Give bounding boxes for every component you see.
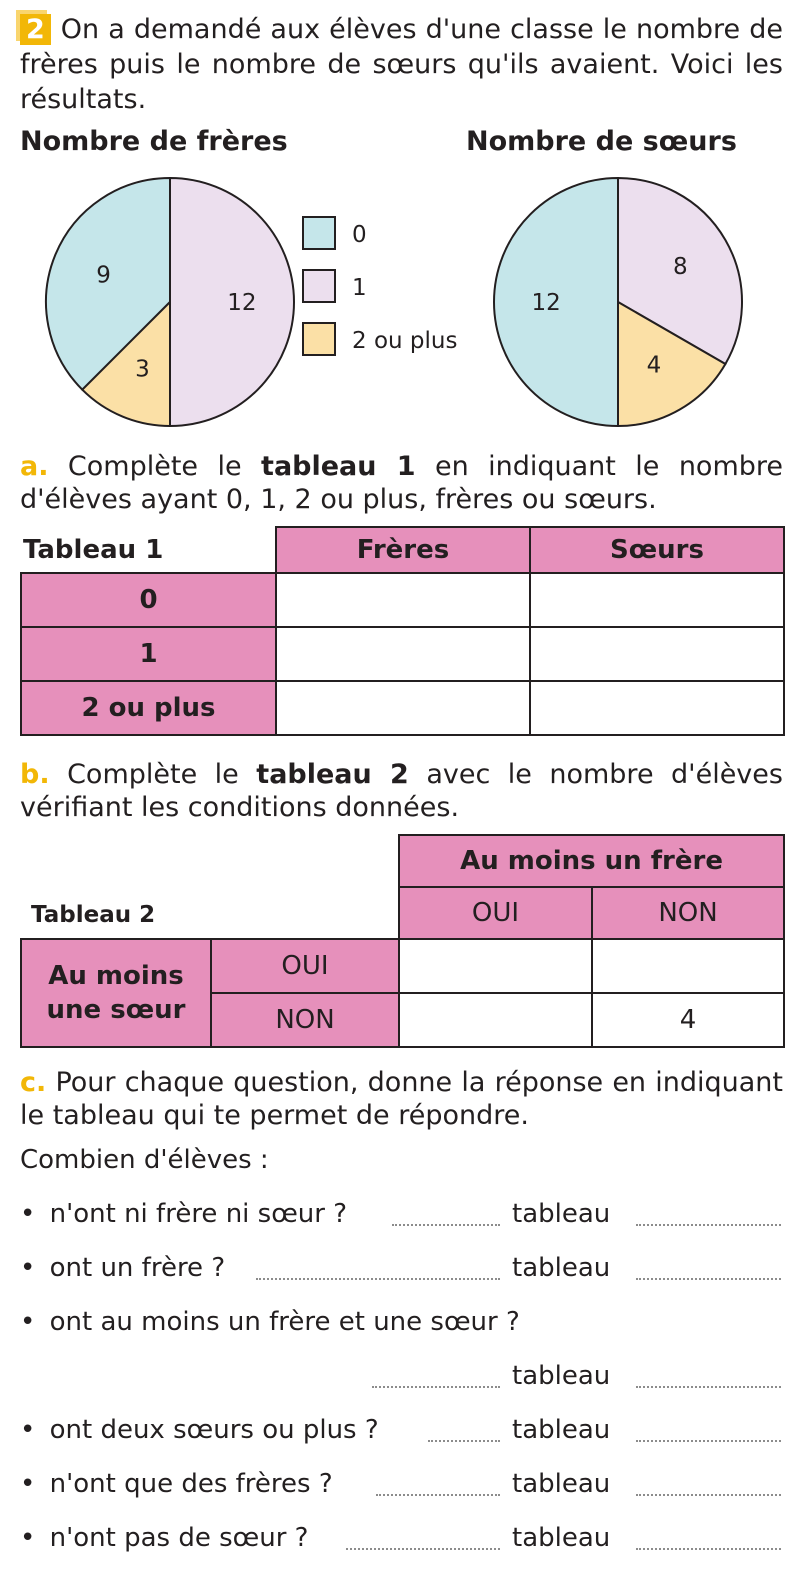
table-2-col-non: NON [592, 887, 784, 939]
table-1-cell-0-soeurs[interactable] [530, 573, 784, 627]
question-c [20, 1066, 783, 1132]
tableau-dots[interactable] [636, 1538, 781, 1550]
legend-label-2: 2 ou plus [352, 328, 458, 354]
question-b-letter: b. [20, 759, 50, 790]
legend-item-0 [300, 214, 480, 254]
chart-title-soeurs: Nombre de sœurs [466, 126, 737, 157]
question-c-item-text: ont deux sœurs ou plus ? [49, 1415, 379, 1445]
table-2-top-header: Au moins un frère [399, 835, 784, 887]
answer-dots[interactable] [428, 1430, 500, 1442]
tableau-dots[interactable] [636, 1430, 781, 1442]
question-b [20, 758, 783, 824]
table-1-row-2: 2 ou plus [21, 681, 276, 735]
table-1-row-0: 0 [21, 573, 276, 627]
legend-swatch-2 [302, 322, 336, 356]
pie-slices-soeurs [494, 178, 742, 426]
table-1-col-soeurs: Sœurs [530, 527, 784, 573]
tableau-dots[interactable] [636, 1484, 781, 1496]
table-1-col-freres: Frères [276, 527, 530, 573]
table-1-cell-1-soeurs[interactable] [530, 627, 784, 681]
table-1-cell-2-freres[interactable] [276, 681, 530, 735]
question-c-item-text: n'ont ni frère ni sœur ? [49, 1199, 348, 1229]
answer-dots[interactable] [376, 1484, 500, 1496]
table-2-label: Tableau 2 [31, 902, 156, 928]
legend-swatch-0 [302, 216, 336, 250]
legend-item-2 [300, 320, 480, 360]
table-1-cell-0-freres[interactable] [276, 573, 530, 627]
table-1-label: Tableau 1 [23, 534, 164, 565]
tableau-word: tableau [512, 1361, 611, 1391]
pie-slices-freres [46, 178, 294, 426]
question-b-bold: tableau 2 [256, 759, 409, 790]
pie-value-label: 12 [227, 290, 257, 316]
pie-value-label: 8 [672, 254, 688, 281]
question-c-item-3 [20, 1302, 783, 1342]
tableau-dots[interactable] [636, 1268, 781, 1280]
tableau-dots[interactable] [636, 1376, 781, 1388]
question-c-lead: Combien d'élèves : [20, 1145, 269, 1175]
table-1-cell-2-soeurs[interactable] [530, 681, 784, 735]
question-c-item-text: n'ont que des frères ? [49, 1469, 333, 1499]
answer-dots[interactable] [372, 1376, 500, 1388]
table-1-row-1: 1 [21, 627, 276, 681]
table-2-cell-non-oui[interactable] [399, 993, 592, 1047]
legend-label-0: 0 [352, 222, 367, 248]
table-2-row-oui: OUI [211, 939, 399, 993]
table-2-cell-oui-oui[interactable] [399, 939, 592, 993]
bullet: • [20, 1523, 36, 1553]
chart-title-freres: Nombre de frères [20, 126, 288, 157]
table-2-cell-oui-non[interactable] [592, 939, 784, 993]
answer-dots[interactable] [256, 1268, 500, 1280]
tableau-word: tableau [512, 1253, 611, 1283]
question-c-item-text: ont un frère ? [49, 1253, 226, 1283]
pie-chart-freres [40, 172, 300, 432]
exercise-number-badge: 2 [20, 14, 51, 45]
tableau-word: tableau [512, 1523, 611, 1553]
table-1-cell-1-freres[interactable] [276, 627, 530, 681]
pie-value-label: 4 [646, 352, 662, 379]
bullet: • [20, 1253, 36, 1283]
question-a [20, 450, 783, 516]
table-2-col-oui: OUI [399, 887, 592, 939]
legend-item-1 [300, 267, 480, 307]
pie-value-label: 9 [96, 262, 111, 289]
pie-chart-soeurs [488, 172, 748, 432]
question-a-letter: a. [20, 451, 49, 482]
tableau-word: tableau [512, 1415, 611, 1445]
legend-label-1: 1 [352, 275, 367, 301]
question-a-text-1: Complète le [67, 451, 242, 482]
question-a-text-2: en indiquant le nombre d'élèves ayant 0, 1, 2 ou plus, frères ou sœurs. [20, 451, 784, 515]
pie-value-label: 12 [531, 290, 561, 316]
question-c-item-text: ont au moins un frère et une sœur ? [49, 1307, 520, 1337]
answer-dots[interactable] [346, 1538, 500, 1550]
bullet: • [20, 1469, 36, 1499]
question-c-item-text: n'ont pas de sœur ? [49, 1523, 309, 1553]
legend-swatch-1 [302, 269, 336, 303]
question-c-text: Pour chaque question, donne la réponse en indiquant le tableau qui te permet de répondre. [20, 1067, 783, 1131]
table-1 [20, 526, 785, 736]
table-2-cell-non-non: 4 [592, 993, 784, 1047]
exercise-intro [20, 12, 783, 117]
question-b-text-1: Complète le [67, 759, 239, 790]
question-a-bold: tableau 1 [261, 451, 416, 482]
answer-dots[interactable] [392, 1214, 500, 1226]
table-2-row-group-header: Au moins une sœur [21, 939, 211, 1047]
question-c-letter: c. [20, 1067, 47, 1098]
bullet: • [20, 1307, 36, 1337]
intro-text: On a demandé aux élèves d'une classe le nombre de frères puis le nombre de sœurs qu'ils avaient. Voici les résultats. [20, 14, 783, 115]
bullet: • [20, 1199, 36, 1229]
pie-value-label: 3 [135, 356, 150, 383]
table-2-row-non: NON [211, 993, 399, 1047]
tableau-word: tableau [512, 1469, 611, 1499]
table-2 [20, 834, 785, 1048]
question-b-text-2: avec le nombre d'élèves vérifiant les conditions données. [20, 759, 783, 823]
tableau-dots[interactable] [636, 1214, 781, 1226]
tableau-word: tableau [512, 1199, 611, 1229]
bullet: • [20, 1415, 36, 1445]
